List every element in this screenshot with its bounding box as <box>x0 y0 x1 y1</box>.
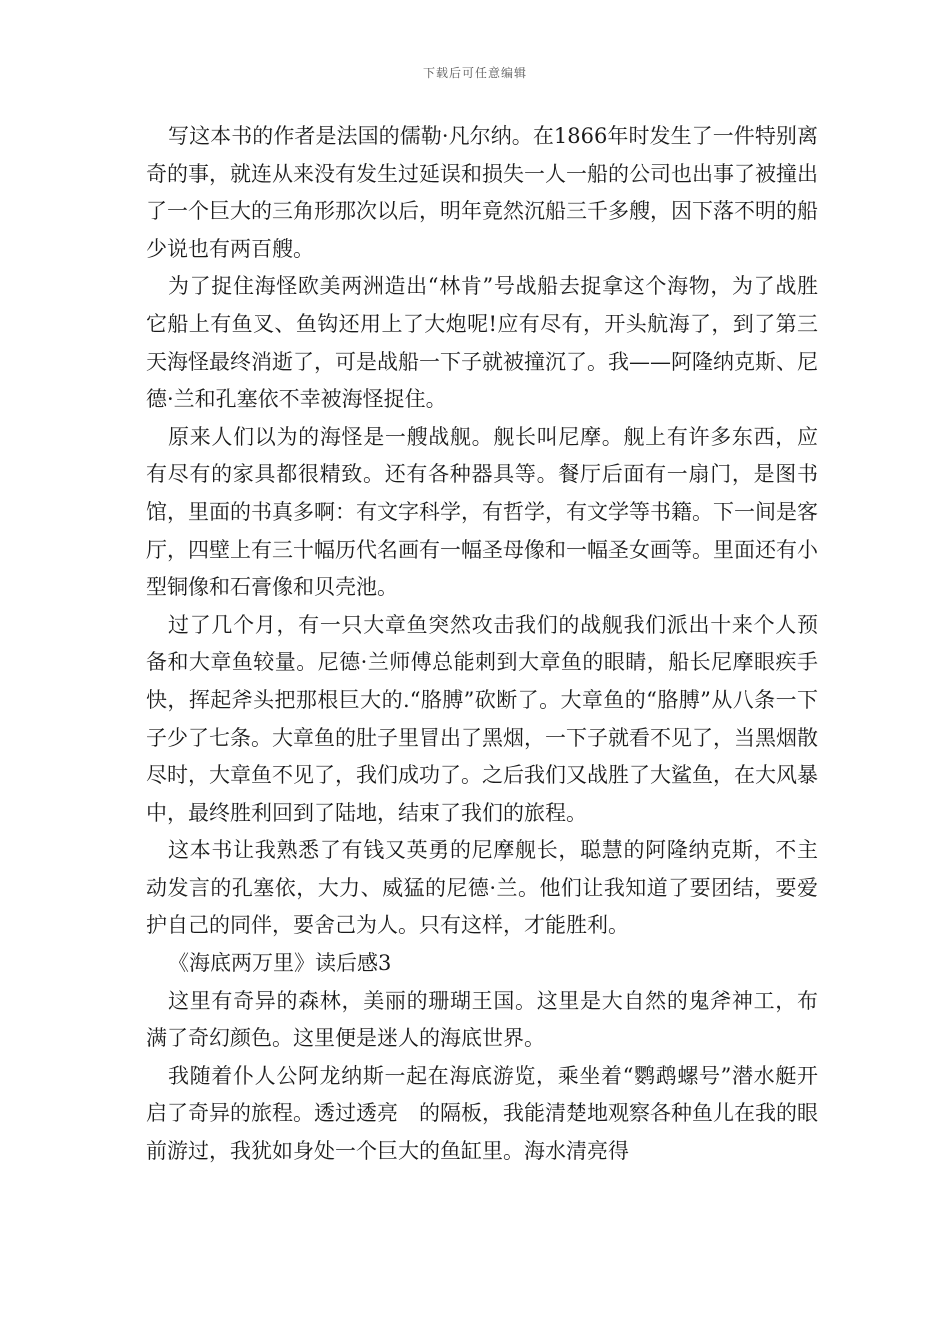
paragraph-3: 原来人们以为的海怪是一艘战舰。舰长叫尼摩。舰上有许多东西，应有尽有的家具都很精致。还有各种器具等。餐厅后面有一扇门，是图书馆，里面的书真多啊：有文字科学，有哲学，有文学等书籍。下一间是客厅，四壁上有三十幅历代名画有一幅圣母像和一幅圣女画等。里面还有小型铜像和石膏像和贝壳池。 <box>146 424 818 600</box>
paragraph-4: 过了几个月，有一只大章鱼突然攻击我们的战舰我们派出十来个人预备和大章鱼较量。尼德·兰师傅总能刺到大章鱼的眼睛，船长尼摩眼疾手快，挥起斧头把那根巨大的.“胳膊”砍断了。大章鱼的“胳膊”从八条一下子少了七条。大章鱼的肚子里冒出了黑烟，一下子就看不见了，当黑烟散尽时，大章鱼不见了，我们成功了。之后我们又战胜了大鲨鱼，在大风暴中，最终胜利回到了陆地，结束了我们的旅程。 <box>146 612 818 825</box>
page-header: 下载后可任意编辑 <box>422 66 527 80</box>
section-heading: 《海底两万里》读后感3 <box>168 951 392 976</box>
paragraph-5: 这本书让我熟悉了有钱又英勇的尼摩舰长，聪慧的阿隆纳克斯，不主动发言的孔塞依，大力、威猛的尼德·兰。他们让我知道了要团结，要爱护自己的同伴，要舍己为人。只有这样，才能胜利。 <box>146 838 818 938</box>
paragraph-2: 为了捉住海怪欧美两洲造出“林肯”号战船去捉拿这个海物，为了战胜它船上有鱼叉、鱼钩还用上了大炮呢!应有尽有，开头航海了，到了第三天海怪最终消逝了，可是战船一下子就被撞沉了。我——阿隆纳克斯、尼德·兰和孔塞依不幸被海怪捉住。 <box>146 274 818 412</box>
paragraph-7: 我随着仆人公阿龙纳斯一起在海底游览，乘坐着“鹦鹉螺号”潜水艇开启了奇异的旅程。透过透亮 的隔板，我能清楚地观察各种鱼儿在我的眼前游过，我犹如身处一个巨大的鱼缸里。海水清亮得 <box>146 1063 818 1164</box>
document-body <box>146 118 818 1171</box>
paragraph-6: 这里有奇异的森林，美丽的珊瑚王国。这里是大自然的鬼斧神工，布满了奇幻颜色。这里便是迷人的海底世界。 <box>146 988 818 1051</box>
paragraph-1: 写这本书的作者是法国的儒勒·凡尔纳。在1866年时发生了一件特别离奇的事，就连从来没有发生过延误和损失一人一船的公司也出事了被撞出了一个巨大的三角形那次以后，明年竟然沉船三千多艘，因下落不明的船少说也有两百艘。 <box>146 124 818 261</box>
